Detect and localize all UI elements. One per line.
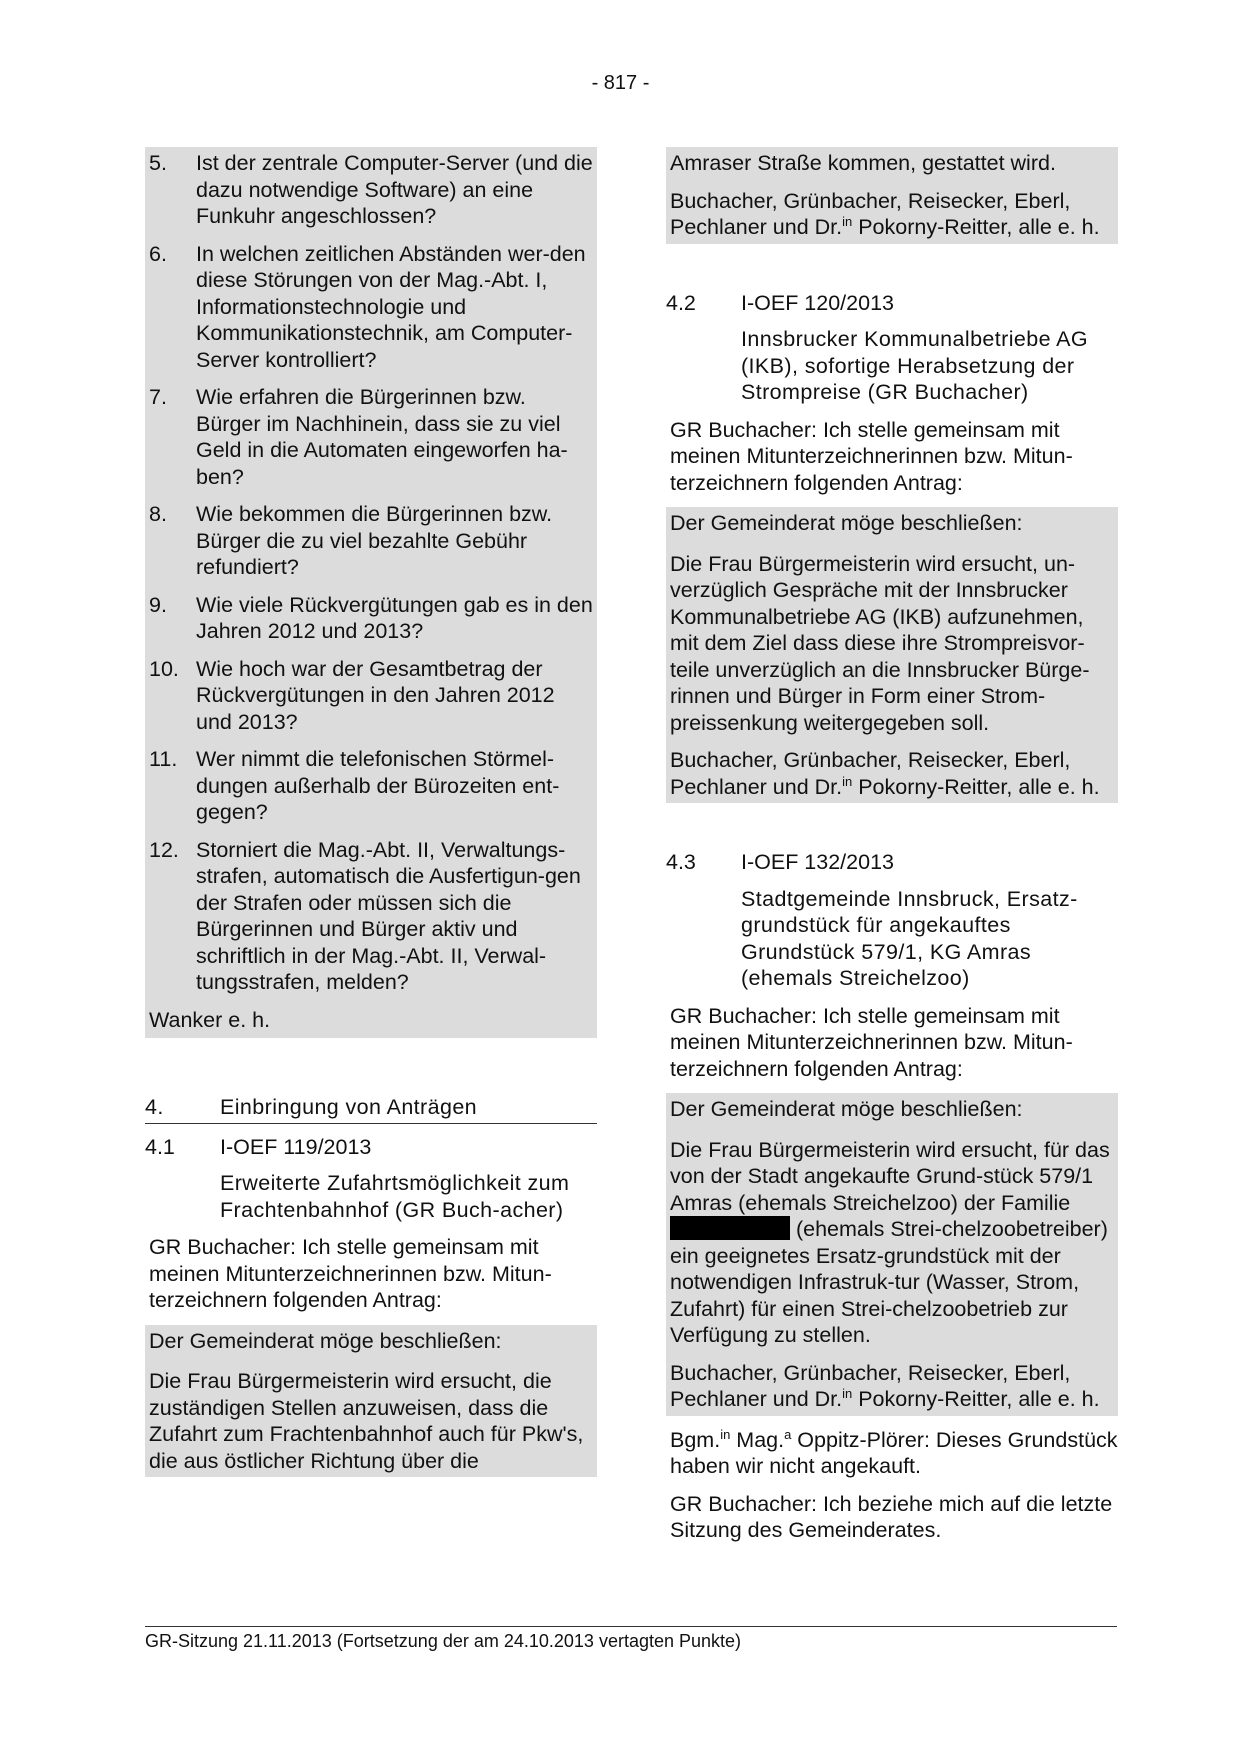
item-4-3-head	[666, 849, 1118, 876]
question-number: 10.	[149, 656, 179, 681]
question-text: Wie hoch war der Gesamtbetrag der Rückvergütungen in den Jahren 2012 und 2013?	[196, 656, 555, 734]
motion-label: Der Gemeinderat möge beschließen:	[666, 507, 1118, 540]
item-subject: Erweiterte Zufahrtsmöglichkeit zum Frachtenbahnhof (GR Buch-acher)	[220, 1171, 570, 1222]
item-4-2-head	[666, 290, 1118, 317]
signers: Buchacher, Grünbacher, Reisecker, Eberl, Pechlaner und Dr.$^{in}$ Pokorny-Reitter, alle e. h.	[670, 748, 1100, 799]
motion-text: Die Frau Bürgermeisterin wird ersucht, für das von der Stadt angekaufte Grund-stück 579/1 Amras (ehemals Streichelzoo) der Familie (ehemals Strei-chelzoobetreiber) ein geeignetes Ersatz-grundstück mit der notwendigen Infrastruk-tur (Wasser, Strom, Zufahrt) für einen Strei-chelzoobetrieb zur Verfügung zu stellen.	[670, 1137, 1110, 1347]
right-column	[666, 147, 1118, 1555]
question-number: 6.	[149, 241, 167, 266]
question-item	[149, 501, 594, 581]
question-text: In welchen zeitlichen Abständen wer-den diese Störungen von der Mag.-Abt. I, Informationstechnologie und Kommunikationstechnik, am Computer-Server kontrolliert?	[196, 241, 586, 372]
question-block	[145, 147, 597, 1038]
question-number: 5.	[149, 151, 167, 175]
question-item	[149, 837, 594, 996]
question-list	[149, 150, 594, 996]
item-number: 4.3	[666, 850, 696, 874]
item-code: I-OEF 120/2013	[741, 290, 894, 315]
left-column	[145, 147, 597, 1477]
question-item	[149, 384, 594, 490]
question-number: 9.	[149, 592, 167, 617]
intro-text: GR Buchacher: Ich stelle gemeinsam mit meinen Mitunterzeichnerinnen bzw. Mitun-terzeichnern folgenden Antrag:	[149, 1235, 552, 1312]
redaction-bar	[670, 1216, 790, 1240]
section-number: 4.	[145, 1095, 164, 1119]
item-number: 4.1	[145, 1134, 175, 1159]
question-item	[149, 241, 594, 374]
item-subject: Innsbrucker Kommunalbetriebe AG (IKB), sofortige Herabsetzung der Strompreise (GR Buchacher)	[741, 327, 1089, 404]
reply-text: GR Buchacher: Ich beziehe mich auf die letzte Sitzung des Gemeinderates.	[670, 1491, 1113, 1542]
question-number: 12.	[149, 837, 179, 862]
item-subject: Stadtgemeinde Innsbruck, Ersatz-grundstück für angekauftes Grundstück 579/1, KG Amras (ehemals Streichelzoo)	[741, 886, 1078, 990]
signers: Buchacher, Grünbacher, Reisecker, Eberl, Pechlaner und Dr.$^{in}$ Pokorny-Reitter, alle e. h.	[670, 188, 1100, 239]
signers: Buchacher, Grünbacher, Reisecker, Eberl, Pechlaner und Dr.$^{in}$ Pokorny-Reitter, alle e. h.	[670, 1360, 1100, 1411]
motion-label: Der Gemeinderat möge beschließen:	[145, 1325, 597, 1358]
signature-wanker: Wanker e. h.	[149, 1007, 271, 1032]
motion-block	[666, 540, 1118, 804]
continuation-text: Amraser Straße kommen, gestattet wird.	[670, 151, 1056, 175]
question-number: 8.	[149, 502, 167, 526]
motion-text: Die Frau Bürgermeisterin wird ersucht, un-verzüglich Gespräche mit der Innsbrucker Kommunalbetriebe AG (IKB) aufzunehmen, mit dem Ziel dass diese ihre Strompreisvor-teile unverzüglich an die Innsbrucker Bürge-rinnen und Bürger in Form einer Strom-preissenkung weitergegeben soll.	[670, 551, 1090, 735]
mayor-statement: Bgm.$^{in}$ Mag.$^a$ Oppitz-Plörer: Dieses Grundstück haben wir nicht angekauft.	[670, 1426, 1118, 1478]
intro-text: GR Buchacher: Ich stelle gemeinsam mit meinen Mitunterzeichnerinnen bzw. Mitun-terzeichnern folgenden Antrag:	[670, 417, 1073, 495]
question-item	[149, 150, 594, 230]
question-number: 7.	[149, 385, 167, 409]
question-text: Storniert die Mag.-Abt. II, Verwaltungs-strafen, automatisch die Ausfertigun-gen der Strafen oder müssen sich die Bürgerinnen und Bürger aktiv und schriftlich in der Mag.-Abt. II, Verwal-tungsstrafen, melden?	[196, 837, 581, 994]
continuation-block	[666, 147, 1118, 244]
question-item	[149, 656, 594, 736]
item-number: 4.2	[666, 290, 696, 315]
question-item	[149, 592, 594, 645]
motion-block	[666, 1126, 1118, 1416]
section-title: Einbringung von Anträgen	[220, 1095, 478, 1119]
footer: GR-Sitzung 21.11.2013 (Fortsetzung der am 24.10.2013 vertagten Punkte)	[145, 1626, 1117, 1652]
page-number: - 817 -	[591, 72, 650, 94]
item-4-1-head	[145, 1134, 597, 1161]
section-heading	[145, 1094, 597, 1124]
question-item	[149, 746, 594, 826]
motion-text: Die Frau Bürgermeisterin wird ersucht, die zuständigen Stellen anzuweisen, dass die Zufahrt zum Frachtenbahnhof auch für Pkw's, die aus östlicher Richtung über die	[145, 1357, 597, 1477]
motion-label: Der Gemeinderat möge beschließen:	[666, 1093, 1118, 1126]
question-text: Wie viele Rückvergütungen gab es in den Jahren 2012 und 2013?	[196, 592, 593, 643]
question-text: Wie erfahren die Bürgerinnen bzw. Bürger im Nachhinein, dass sie zu viel Geld in die Automaten eingeworfen ha-ben?	[196, 385, 568, 489]
question-text: Wie bekommen die Bürgerinnen bzw. Bürger die zu viel bezahlte Gebühr refundiert?	[196, 502, 553, 579]
item-code: I-OEF 132/2013	[741, 850, 894, 874]
item-code: I-OEF 119/2013	[220, 1134, 372, 1159]
intro-text: GR Buchacher: Ich stelle gemeinsam mit meinen Mitunterzeichnerinnen bzw. Mitun-terzeichnern folgenden Antrag:	[670, 1003, 1073, 1081]
question-number: 11.	[149, 747, 178, 771]
question-text: Ist der zentrale Computer-Server (und die dazu notwendige Software) an eine Funkuhr angeschlossen?	[196, 151, 593, 228]
question-text: Wer nimmt die telefonischen Störmel-dungen außerhalb der Bürozeiten ent-gegen?	[196, 747, 560, 824]
